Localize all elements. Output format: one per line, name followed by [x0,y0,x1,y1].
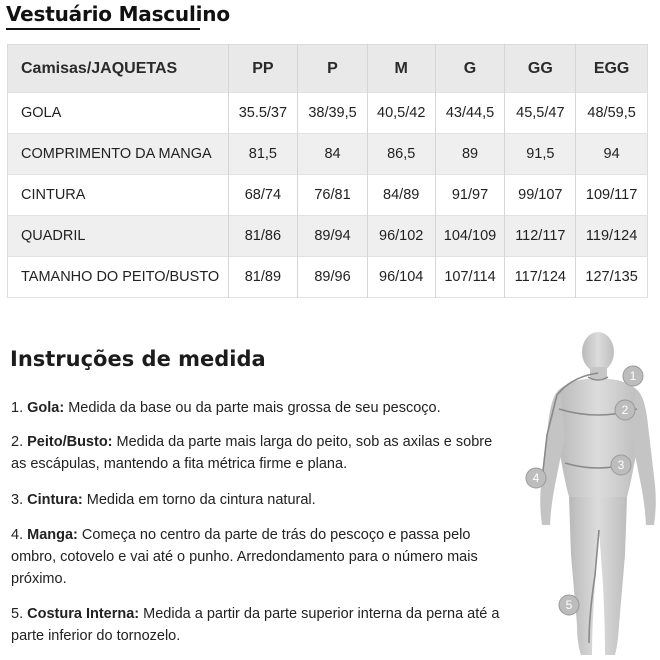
table-cell: 117/124 [505,257,576,298]
instruction-item-costura [11,603,511,647]
marker-2: 2 [621,403,629,417]
table-cell: 99/107 [505,175,576,216]
table-row [8,134,648,175]
instruction-item-peito [11,431,511,475]
instruction-number: 1. [11,400,28,416]
table-cell: 109/117 [585,187,638,203]
title-underline [6,28,200,30]
instruction-term: Costura Interna: [27,606,140,622]
instruction-text: Medida da parte mais larga do peito, sob as axilas e sobre as escápulas, mantendo a fita métrica firme e plana. [11,434,493,472]
instruction-term: Gola: [27,400,65,416]
row-label: TAMANHO DO PEITO/BUSTO [8,257,229,298]
marker-5: 5 [565,598,573,612]
instruction-number: 4. [11,527,28,543]
table-row [8,216,648,257]
instruction-number: 5. [11,606,28,622]
table-cell: 107/114 [435,257,505,298]
table-cell: 40,5/42 [367,93,435,134]
table-cell: 86,5 [367,134,435,175]
table-cell: 119/124 [585,228,638,244]
table-cell: 91,5 [505,134,576,175]
size-table [7,44,648,298]
table-cell: 81/89 [228,257,298,298]
table-cell: 89/96 [298,257,368,298]
instructions-title: Instruções de medida [10,347,266,371]
instruction-number: 3. [11,492,28,508]
table-row [8,257,648,298]
instruction-number: 2. [11,434,28,450]
body-measurement-figure [515,325,660,660]
table-cell: 112/117 [505,216,576,257]
instruction-item-manga [11,524,511,590]
table-cell: 43/44,5 [435,93,505,134]
table-cell: 96/102 [367,216,435,257]
row-label: GOLA [8,93,229,134]
header-category: Camisas/JAQUETAS [8,45,229,93]
table-cell: 48/59,5 [587,105,636,121]
header-size-p: P [298,45,368,93]
table-cell: 76/81 [298,175,368,216]
instruction-text: Medida a partir da parte superior interna da perna até a parte inferior do tornozelo. [11,606,500,644]
instruction-term: Peito/Busto: [27,434,113,450]
table-cell: 89/94 [298,216,368,257]
table-cell: 35.5/37 [228,93,298,134]
instruction-item-gola [11,397,511,419]
header-size-m: M [367,45,435,93]
page-title: Vestuário Masculino [6,2,230,26]
marker-1: 1 [629,369,637,383]
instruction-text: Medida da base ou da parte mais grossa de seu pescoço. [64,400,441,416]
instruction-term: Manga: [27,527,78,543]
row-label: QUADRIL [8,216,229,257]
table-row [8,175,648,216]
row-label: COMPRIMENTO DA MANGA [8,134,229,175]
instruction-text: Medida em torno da cintura natural. [82,492,316,508]
header-size-egg: EGG [593,59,630,77]
table-cell: 89 [435,134,505,175]
row-label: CINTURA [8,175,229,216]
table-cell: 81,5 [228,134,298,175]
marker-4: 4 [532,471,540,485]
instruction-text: Começa no centro da parte de trás do pescoço e passa pelo ombro, cotovelo e vai até o punho. Arredondamento para o número mais próximo. [11,527,478,587]
table-cell: 38/39,5 [298,93,368,134]
table-cell: 81/86 [228,216,298,257]
instruction-item-cintura [11,489,511,511]
table-cell: 68/74 [228,175,298,216]
table-cell: 45,5/47 [505,93,576,134]
table-cell: 84 [298,134,368,175]
header-size-gg: GG [505,45,576,93]
table-cell: 104/109 [435,216,505,257]
header-size-g: G [435,45,505,93]
size-table-header-row [8,45,648,93]
instruction-term: Cintura: [27,492,83,508]
header-size-pp: PP [228,45,298,93]
table-cell: 127/135 [585,269,638,285]
table-row [8,93,648,134]
marker-3: 3 [617,458,625,472]
table-cell: 96/104 [367,257,435,298]
table-cell: 91/97 [435,175,505,216]
table-cell: 94 [603,146,620,162]
table-cell: 84/89 [367,175,435,216]
